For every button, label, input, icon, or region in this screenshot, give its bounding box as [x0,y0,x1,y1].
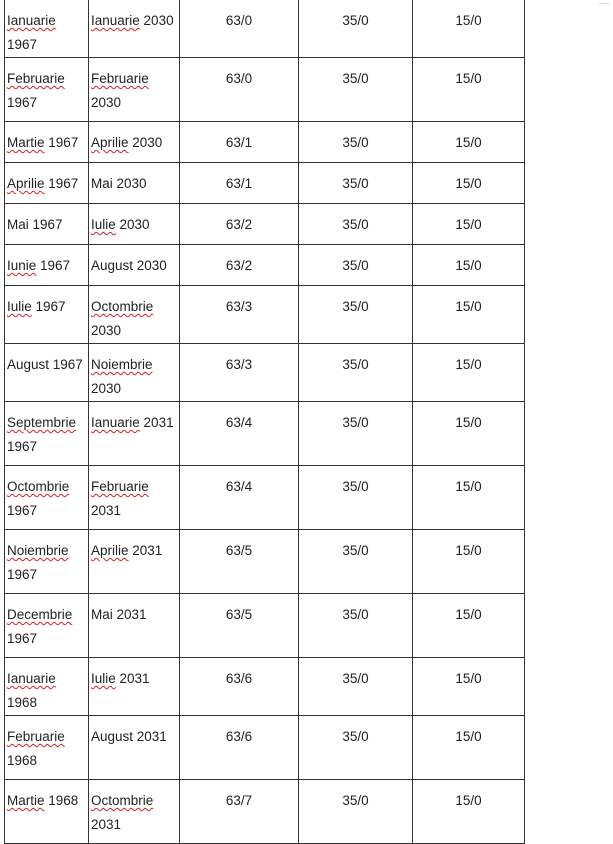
start-date-cell [5,0,89,58]
cell-word: Ianuarie [91,415,140,430]
end-date-cell [89,780,180,844]
value-cell-d [299,658,413,716]
value-cell-e [413,466,525,530]
cell-year: 1967 [44,135,79,150]
value-cell-c [180,122,299,163]
cell-value: 35/0 [342,793,369,808]
cell-value: 15/0 [455,479,482,494]
value-cell-d [299,58,413,122]
value-cell-e [413,163,525,204]
cell-value: 15/0 [455,258,482,273]
start-date-cell [5,163,89,204]
cell-word: Martie [7,135,45,150]
table-row [5,594,525,658]
end-date-cell [89,344,180,402]
cell-year: 1967 [31,299,66,314]
cell-value: 35/0 [342,607,369,622]
cell-year: 2030 [91,381,122,396]
cell-value: 63/7 [225,793,253,808]
cell-word: Octombrie [7,479,70,494]
value-cell-e [413,122,525,163]
start-date-cell [5,402,89,466]
value-cell-d [299,466,413,530]
cell-year: 2030 [128,135,163,150]
cell-value: 15/0 [455,13,482,28]
table-row [5,402,525,466]
table-row [5,716,525,780]
cell-word: Noiembrie [91,357,153,372]
table-row [5,204,525,245]
cell-year: 2030 [115,217,150,232]
cell-word: Septembrie [7,415,77,430]
value-cell-d [299,245,413,286]
cell-value: 15/0 [455,357,482,372]
start-date-cell [5,658,89,716]
cell-value: 63/4 [225,415,253,430]
cell-word: Ianuarie [7,671,56,686]
value-cell-d [299,122,413,163]
cell-word: Aprilie [91,543,129,558]
cell-value: 15/0 [455,71,482,86]
cell-value: 35/0 [342,415,369,430]
cell-value: 63/3 [225,299,253,314]
value-cell-c [180,163,299,204]
value-cell-e [413,594,525,658]
end-date-cell [89,530,180,594]
value-cell-e [413,780,525,844]
value-cell-c [180,286,299,344]
cell-word: Iulie [91,671,116,686]
cell-value: 15/0 [455,729,482,744]
cell-value: 63/4 [225,479,253,494]
cell-value: 15/0 [455,671,482,686]
cell-value: 35/0 [342,671,369,686]
table-row [5,58,525,122]
cell-value: 15/0 [455,793,482,808]
cell-word: Iulie [7,299,32,314]
end-date-cell [89,245,180,286]
cell-value: 35/0 [342,71,369,86]
data-table [4,0,525,844]
value-cell-c [180,344,299,402]
cell-year: 1968 [7,695,38,710]
cell-word: Noiembrie [7,543,69,558]
value-cell-e [413,716,525,780]
value-cell-d [299,204,413,245]
end-date-cell [89,402,180,466]
table-row [5,0,525,58]
value-cell-d [299,594,413,658]
cell-value: 63/0 [225,71,253,86]
cell-value: 35/0 [342,357,369,372]
cell-value: 15/0 [455,299,482,314]
cell-value: 35/0 [342,217,369,232]
value-cell-e [413,344,525,402]
cell-value: 63/6 [225,729,253,744]
cell-value: 15/0 [455,607,482,622]
page-corner-mark [599,0,609,4]
cell-value: 63/3 [225,357,253,372]
cell-word: Iulie [91,217,116,232]
end-date-cell [89,204,180,245]
value-cell-c [180,0,299,58]
table-body [5,0,525,844]
cell-value: 15/0 [455,543,482,558]
cell-year: 2030 [91,95,122,110]
start-date-cell [5,466,89,530]
value-cell-d [299,716,413,780]
cell-value: 63/5 [225,607,253,622]
value-cell-d [299,780,413,844]
cell-year: 1968 [7,753,38,768]
value-cell-d [299,402,413,466]
cell-value: 63/2 [225,217,253,232]
cell-value: 63/5 [225,543,253,558]
value-cell-e [413,58,525,122]
value-cell-e [413,204,525,245]
value-cell-c [180,658,299,716]
cell-year: 2030 [139,13,174,28]
cell-year: 2031 [139,415,174,430]
value-cell-e [413,245,525,286]
cell-value: 63/2 [225,258,253,273]
value-cell-e [413,402,525,466]
value-cell-c [180,204,299,245]
cell-value: 35/0 [342,258,369,273]
table-row [5,466,525,530]
cell-year: 1967 [7,95,38,110]
cell-value: 35/0 [342,543,369,558]
cell-value: 63/6 [225,671,253,686]
cell-value: 15/0 [455,176,482,191]
cell-word: Februarie [91,71,149,86]
end-date-cell [89,58,180,122]
cell-value: 35/0 [342,299,369,314]
value-cell-c [180,716,299,780]
cell-year: 2031 [91,817,122,832]
start-date-cell [5,122,89,163]
cell-word: Februarie [7,71,65,86]
end-date-cell [89,0,180,58]
value-cell-e [413,530,525,594]
start-date-cell [5,245,89,286]
cell-word: Mai 2031 [91,607,147,622]
cell-word: Ianuarie [7,13,56,28]
cell-year: 1968 [44,793,79,808]
start-date-cell [5,58,89,122]
cell-value: 15/0 [455,217,482,232]
table-row [5,530,525,594]
start-date-cell [5,344,89,402]
cell-word: August 2031 [91,729,167,744]
cell-year: 2030 [91,323,122,338]
cell-year: 1967 [7,567,38,582]
end-date-cell [89,122,180,163]
cell-word: Octombrie [91,793,154,808]
cell-word: Ianuarie [91,13,140,28]
cell-year: 1967 [7,631,38,646]
cell-value: 35/0 [342,135,369,150]
table-row [5,286,525,344]
cell-value: 63/1 [225,135,253,150]
cell-year: 2031 [91,503,122,518]
cell-value: 35/0 [342,479,369,494]
cell-year: 1967 [44,176,79,191]
value-cell-d [299,344,413,402]
cell-word: Mai 1967 [7,217,63,232]
value-cell-e [413,658,525,716]
cell-year: 1967 [7,37,38,52]
start-date-cell [5,780,89,844]
end-date-cell [89,594,180,658]
cell-word: Octombrie [91,299,154,314]
start-date-cell [5,594,89,658]
cell-word: Mai 2030 [91,176,147,191]
value-cell-c [180,530,299,594]
value-cell-d [299,0,413,58]
cell-word: Februarie [91,479,149,494]
value-cell-c [180,780,299,844]
cell-value: 15/0 [455,135,482,150]
value-cell-c [180,245,299,286]
cell-word: Aprilie [7,176,45,191]
value-cell-c [180,58,299,122]
table-row [5,245,525,286]
value-cell-d [299,530,413,594]
cell-year: 2031 [115,671,150,686]
cell-word: Iunie [7,258,37,273]
table-row [5,658,525,716]
table-row [5,780,525,844]
table-row [5,344,525,402]
cell-value: 63/1 [225,176,253,191]
value-cell-e [413,286,525,344]
cell-year: 2031 [128,543,163,558]
end-date-cell [89,286,180,344]
value-cell-d [299,286,413,344]
start-date-cell [5,530,89,594]
end-date-cell [89,466,180,530]
value-cell-c [180,402,299,466]
end-date-cell [89,716,180,780]
cell-value: 35/0 [342,729,369,744]
value-cell-e [413,0,525,58]
cell-word: August 2030 [91,258,167,273]
cell-year: 1967 [7,503,38,518]
cell-word: Martie [7,793,45,808]
cell-word: August 1967 [7,357,83,372]
table-row [5,122,525,163]
value-cell-c [180,466,299,530]
value-cell-c [180,594,299,658]
cell-word: Decembrie [7,607,73,622]
start-date-cell [5,286,89,344]
cell-word: Aprilie [91,135,129,150]
cell-value: 15/0 [455,415,482,430]
start-date-cell [5,204,89,245]
cell-value: 63/0 [225,13,253,28]
cell-word: Februarie [7,729,65,744]
cell-year: 1967 [36,258,71,273]
cell-value: 35/0 [342,176,369,191]
value-cell-d [299,163,413,204]
end-date-cell [89,163,180,204]
table-row [5,163,525,204]
cell-value: 35/0 [342,13,369,28]
end-date-cell [89,658,180,716]
cell-year: 1967 [7,439,38,454]
start-date-cell [5,716,89,780]
